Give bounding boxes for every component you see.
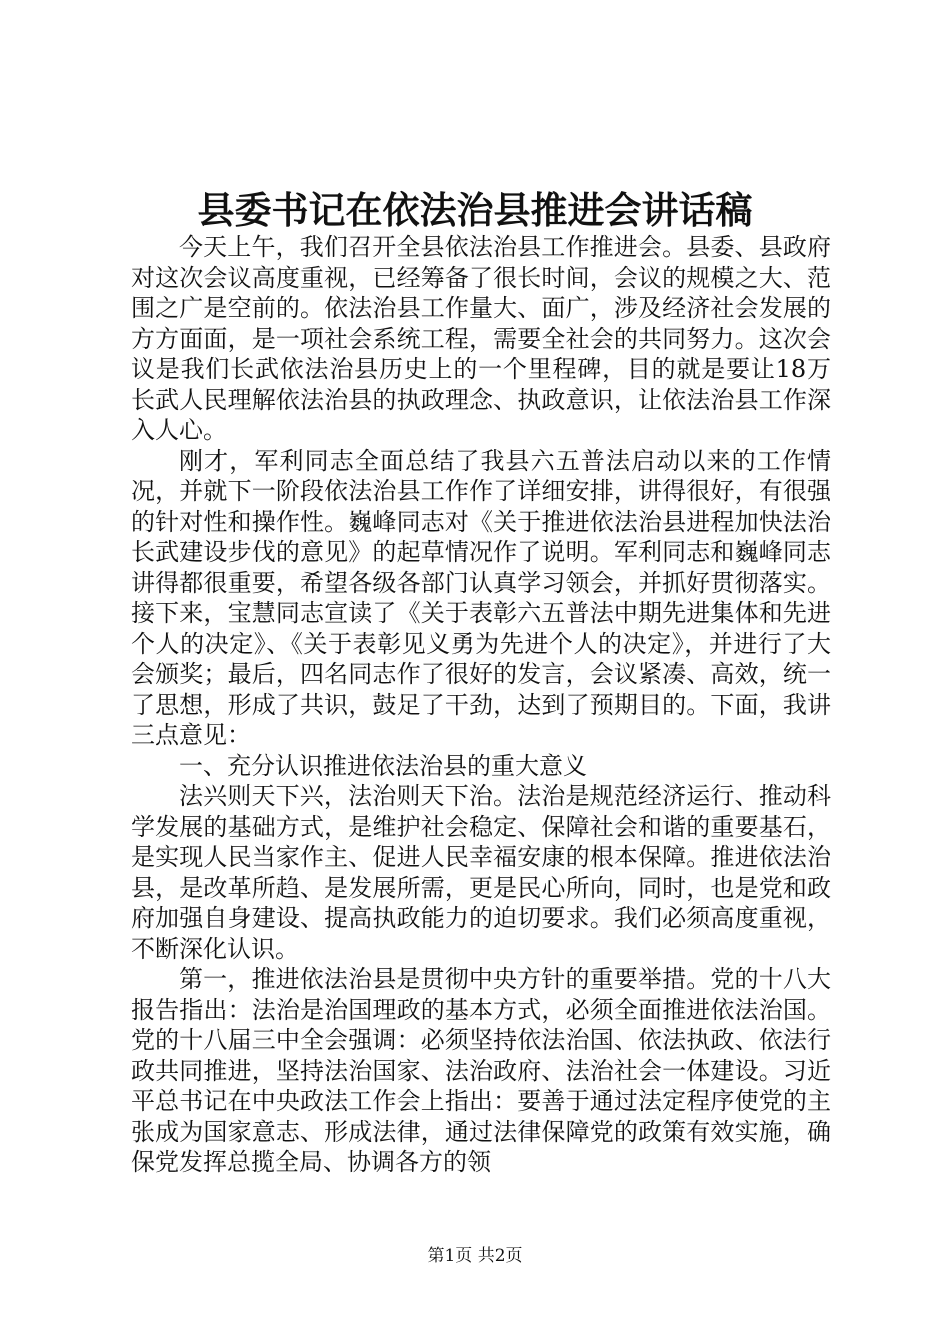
page-footer: 第1页 共2页 [427, 1246, 523, 1266]
paragraph-4: 第一，推进依法治县是贯彻中央方针的重要举措。党的十八大报告指出：法治是治国理政的基本方式，必须全面推进依法治国。党的十八届三中全会强调：必须坚持依法治国、依法执政、依法行政共同推进，坚持法治国家、法治政府、法治社会一体建设。习近平总书记在中央政法工作会上指出：要善于通过法定程序使党的主张成为国家意志、形成法律，通过法律保障党的政策有效实施，确保党发挥总揽全局、协调各方的领 [131, 965, 831, 1176]
paragraph-1: 今天上午，我们召开全县依法治县工作推进会。县委、县政府对这次会议高度重视，已经筹备了很长时间，会议的规模之大、范围之广是空前的。依法治县工作量大、面广，涉及经济社会发展的方方面面，是一项社会系统工程，需要全社会的共同努力。这次会议是我们长武依法治县历史上的一个里程碑，目的就是要让18万长武人民理解依法治县的执政理念、执政意识，让依法治县工作深入人心。 [131, 233, 831, 444]
paragraph-3: 法兴则天下兴，法治则天下治。法治是规范经济运行、推动科学发展的基础方式，是维护社会稳定、保障社会和谐的重要基石，是实现人民当家作主、促进人民幸福安康的根本保障。推进依法治县，是改革所趋、是发展所需，更是民心所向，同时，也是党和政府加强自身建设、提高执政能力的迫切要求。我们必须高度重视，不断深化认识。 [131, 782, 831, 963]
document-title: 县委书记在依法治县推进会讲话稿 [197, 188, 753, 232]
document-body [131, 232, 831, 1178]
section-heading: 一、充分认识推进依法治县的重大意义 [179, 751, 587, 780]
paragraph-2: 刚才，军利同志全面总结了我县六五普法启动以来的工作情况，并就下一阶段依法治县工作作了详细安排，讲得很好，有很强的针对性和操作性。巍峰同志对《关于推进依法治县进程加快法治长武建设步伐的意见》的起草情况作了说明。军利同志和巍峰同志讲得都很重要，希望各级各部门认真学习领会，并抓好贯彻落实。接下来，宝慧同志宣读了《关于表彰六五普法中期先进集体和先进个人的决定》、《关于表彰见义勇为先进个人的决定》，并进行了大会颁奖；最后，四名同志作了很好的发言，会议紧凑、高效，统一了思想，形成了共识，鼓足了干劲，达到了预期目的。下面，我讲三点意见： [131, 446, 831, 749]
